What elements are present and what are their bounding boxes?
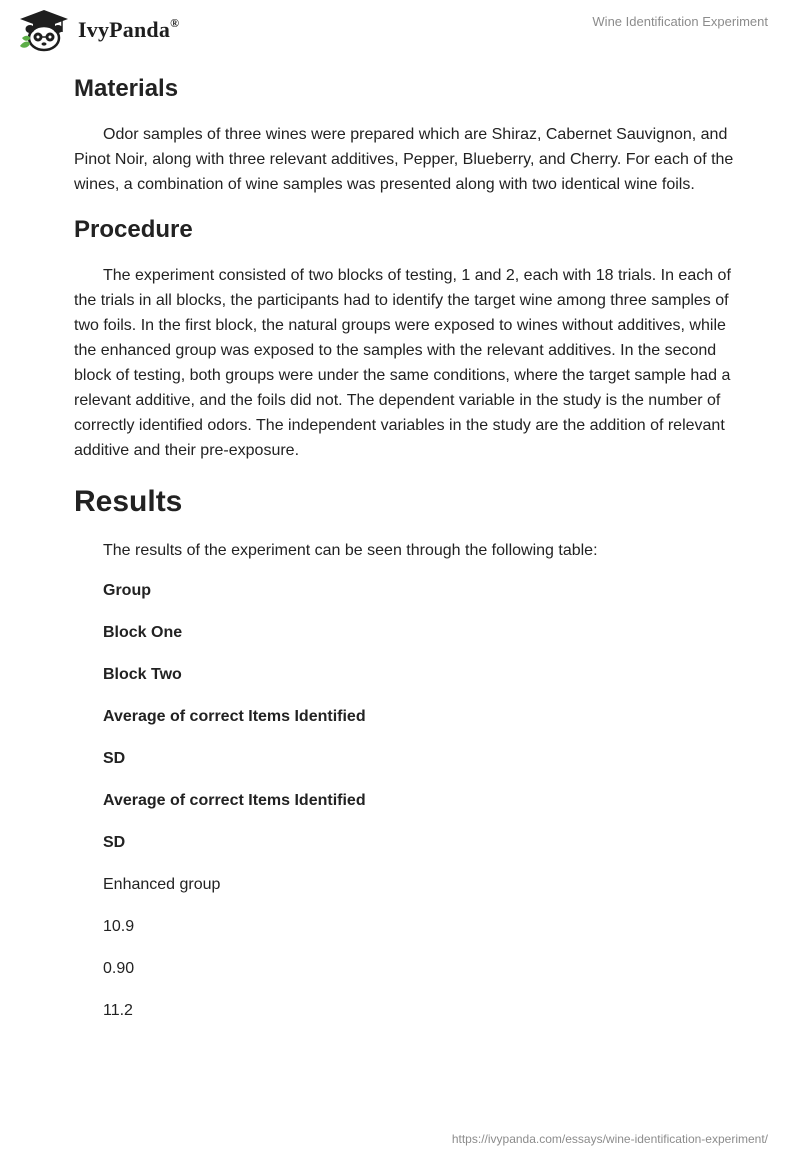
table-header-cell: SD: [103, 750, 126, 767]
results-heading: Results: [74, 485, 183, 518]
table-header-cell: Group: [103, 582, 151, 599]
table-cell: 10.9: [103, 918, 135, 935]
procedure-paragraph: The experiment consisted of two blocks of testing, 1 and 2, each with 18 trials. In each of the trials in all blocks, the participants had to identify the target wine among three samples of two foils. In the first block, the natural groups were exposed to wines without additives, while the enhanced group was exposed to the samples with the relevant additives. In the second block of testing, both groups were under the same conditions, where the target sample had a relevant additive, and the foils did not. The dependent variable in the study is the number of correctly identified odors. The independent variables in the study are the addition of relevant additive and their pre-exposure.: [74, 267, 731, 459]
table-header-cell: Block Two: [103, 666, 182, 683]
table-header-cell: SD: [103, 834, 126, 851]
procedure-heading: Procedure: [74, 216, 193, 243]
source-url-link[interactable]: https://ivypanda.com/essays/wine-identification-experiment/: [451, 1132, 768, 1146]
essay-content: [74, 72, 734, 1042]
table-header-cell: Block One: [103, 624, 183, 641]
table-cell: 11.2: [103, 1002, 133, 1019]
page-header: [0, 0, 800, 60]
registered-mark: ®: [170, 15, 180, 30]
panda-logo-icon: [16, 8, 72, 52]
table-header-cell: Average of correct Items Identified: [103, 792, 366, 809]
logo-text: IvyPanda: [78, 17, 171, 42]
table-header-cell: Average of correct Items Identified: [103, 708, 366, 725]
table-cell: Enhanced group: [103, 876, 221, 893]
results-table: [74, 580, 734, 1042]
materials-paragraph: Odor samples of three wines were prepared which are Shiraz, Cabernet Sauvignon, and Pinot Noir, along with three relevant additives, Pepper, Blueberry, and Cherry. For each of the wines, a combination of wine samples was presented along with two identical wine foils.: [74, 126, 734, 193]
ivypanda-logo[interactable]: [16, 8, 179, 52]
materials-heading: Materials: [74, 75, 179, 102]
page-title: Wine Identification Experiment: [592, 14, 768, 29]
results-intro: The results of the experiment can be seen through the following table:: [103, 542, 598, 559]
table-cell: 0.90: [103, 960, 135, 977]
